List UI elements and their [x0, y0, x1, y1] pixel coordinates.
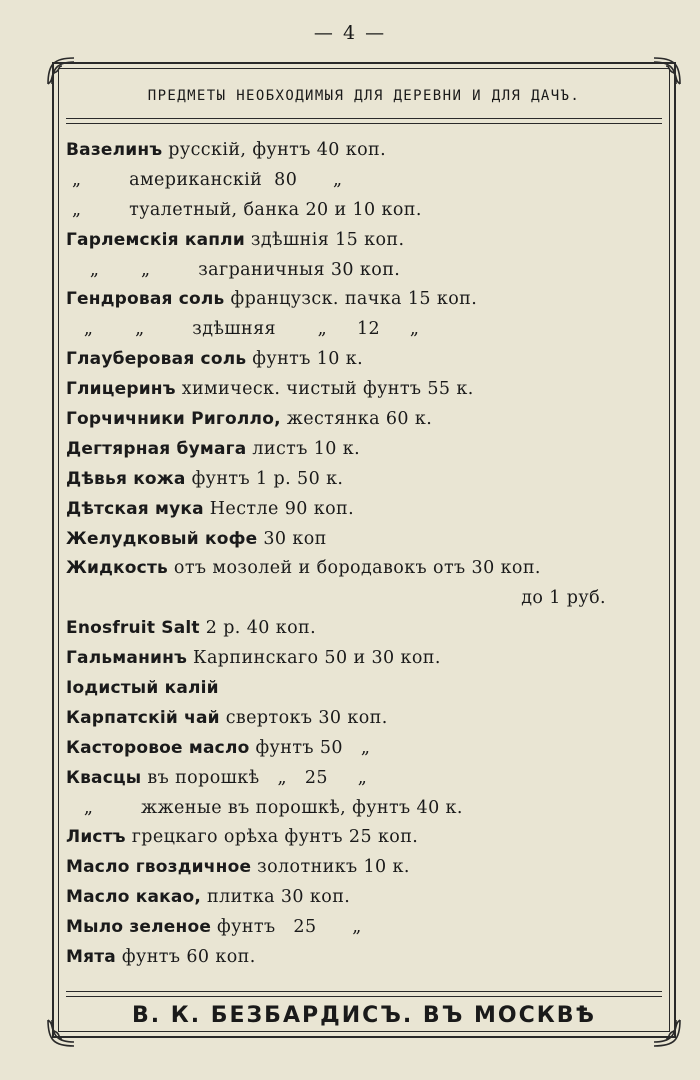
item-name: Глицеринъ — [66, 379, 176, 400]
list-item — [66, 764, 626, 794]
list-item — [66, 674, 626, 704]
item-name: Масло гвоздичное — [66, 857, 252, 878]
item-name: Іодистый калій — [66, 678, 219, 699]
item-name: Желудковый кофе — [66, 528, 258, 549]
item-description: „ туалетный, банка 20 и 10 коп. — [66, 199, 422, 220]
list-item — [66, 614, 626, 644]
item-description: „ „ здѣшняя „ 12 „ — [66, 319, 420, 340]
list-item — [66, 226, 626, 256]
list-item — [66, 285, 626, 315]
list-item — [66, 136, 626, 166]
list-item — [66, 644, 626, 674]
item-description: здѣшнія 15 коп. — [244, 229, 405, 250]
list-item — [66, 375, 626, 405]
item-description: грецкаго орѣха фунтъ 25 коп. — [125, 827, 419, 848]
item-description: 2 р. 40 коп. — [199, 618, 317, 639]
item-description: химическ. чистый фунтъ 55 к. — [175, 379, 474, 400]
list-item — [66, 913, 626, 943]
list-item — [66, 823, 626, 853]
item-name: Гальманинъ — [66, 648, 188, 669]
item-description: плитка 30 коп. — [201, 887, 351, 908]
publisher-footer: В. К. БЕЗБАРДИСЪ. ВЪ МОСКВѢ — [131, 1003, 597, 1028]
product-list — [66, 136, 626, 973]
item-name: Гендровая соль — [66, 289, 225, 310]
item-name: Масло какао, — [66, 887, 202, 908]
header-divider — [66, 123, 662, 124]
item-name: Квасцы — [66, 767, 142, 788]
item-description: 30 коп — [257, 528, 327, 549]
item-name: Дегтярная бумага — [66, 438, 247, 459]
page-number: — 4 — — [313, 22, 387, 44]
item-name: Карпатскій чай — [66, 707, 220, 728]
item-description: фунтъ 10 к. — [246, 349, 364, 370]
item-name: Жидкость — [66, 558, 168, 579]
list-item — [66, 853, 626, 883]
list-item — [66, 465, 626, 495]
item-description: листъ 10 к. — [246, 438, 361, 459]
list-item — [66, 525, 626, 555]
footer-divider — [66, 991, 662, 992]
list-item — [66, 166, 626, 196]
corner-ornament-icon — [44, 54, 78, 88]
item-name: Enosfruit Salt — [66, 618, 200, 639]
list-item — [66, 405, 626, 435]
list-item — [66, 794, 626, 824]
item-name: Мята — [66, 947, 116, 968]
item-description: фунтъ 25 „ — [211, 917, 362, 938]
item-description: французск. пачка 15 коп. — [224, 289, 478, 310]
list-item — [66, 256, 626, 286]
item-description: фунтъ 50 „ — [249, 737, 371, 758]
list-item — [66, 345, 626, 375]
list-item — [66, 704, 626, 734]
footer-divider — [66, 996, 662, 997]
list-item — [66, 734, 626, 764]
item-description: „ „ заграничныя 30 коп. — [66, 259, 401, 280]
page-title: ПРЕДМЕТЫ НЕОБХОДИМЫЯ ДЛЯ ДЕРЕВНИ И ДЛЯ ДАЧЪ. — [147, 88, 581, 104]
item-description: русскій, фунтъ 40 коп. — [162, 140, 387, 160]
item-name: Мыло зеленое — [66, 917, 212, 938]
item-description: золотникъ 10 к. — [251, 857, 410, 878]
item-name: Вазелинъ — [66, 140, 163, 160]
item-name: Горчичники Риголло, — [66, 409, 281, 430]
header-divider — [66, 118, 662, 119]
item-name: Дѣтская мука — [66, 498, 204, 519]
corner-ornament-icon — [650, 54, 684, 88]
list-item — [66, 495, 626, 525]
item-description: „ жженые въ порошкѣ, фунтъ 40 к. — [66, 797, 463, 818]
item-description: Карпинскаго 50 и 30 коп. — [187, 648, 441, 669]
item-description: отъ мозолей и бородавокъ отъ 30 коп. — [167, 558, 541, 579]
item-description: въ порошкѣ „ 25 „ — [141, 767, 368, 788]
list-item — [66, 584, 626, 614]
item-description: свертокъ 30 коп. — [219, 707, 388, 728]
item-description: Нестле 90 коп. — [203, 498, 355, 519]
list-item — [66, 943, 626, 973]
item-name: Касторовое масло — [66, 737, 250, 758]
list-item — [66, 196, 626, 226]
item-name: Дѣвья кожа — [66, 468, 186, 489]
list-item — [66, 315, 626, 345]
item-description: до 1 руб. — [521, 588, 606, 609]
list-item — [66, 435, 626, 465]
item-name: Листъ — [66, 827, 126, 848]
list-item — [66, 883, 626, 913]
list-item — [66, 554, 626, 584]
item-name: Гарлемскія капли — [66, 229, 245, 250]
item-description: фунтъ 60 коп. — [115, 947, 256, 968]
item-description: жестянка 60 к. — [280, 409, 433, 430]
item-description: фунтъ 1 р. 50 к. — [185, 468, 344, 489]
item-description: „ американскій 80 „ — [66, 169, 343, 190]
item-name: Глауберовая соль — [66, 349, 247, 370]
